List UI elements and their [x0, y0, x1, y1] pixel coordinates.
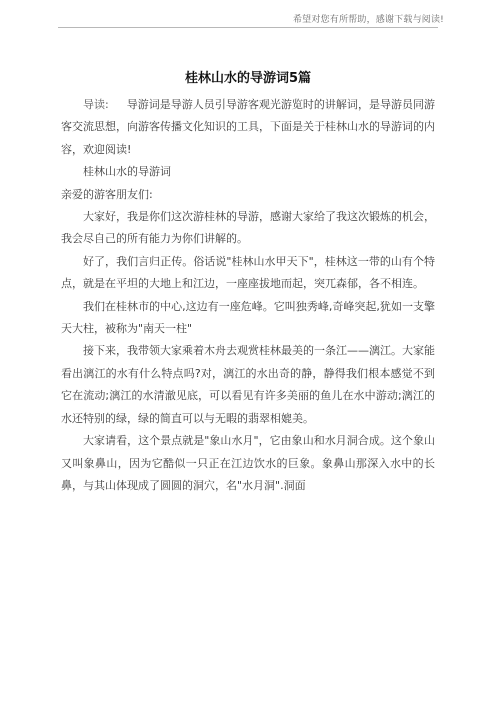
intro-label: 导读:	[83, 98, 109, 111]
body-paragraph: 好了，我们言归正传。俗话说"桂林山水甲天下"，桂林这一带的山有个特点，就是在平坦的大地上和江边，一座座拔地而起，突兀森郁，各不相连。	[61, 254, 435, 291]
header-note: 希望对您有所帮助，感谢下载与阅读!	[292, 15, 444, 25]
body-paragraph: 接下来，我带领大家乘着木舟去观赏桂林最美的一条江——漓江。大家能看出漓江的水有什么特点吗?对，漓江的水出奇的静，静得我们根本感觉不到它在流动;漓江的水清澈见底，可以看见有许多美丽的鱼儿在水中游动;漓江的水还特别的绿，绿的简直可以与无暇的翡翠相媲美。	[61, 344, 435, 425]
body-paragraph: 大家好，我是你们这次游桂林的导游，感谢大家给了我这次锻炼的机会，我会尽自己的所有能力为你们讲解的。	[61, 210, 435, 246]
intro-text: 导游词是导游人员引导游客观光游览时的讲解词，是导游员同游客交流思想，向游客传播文化知识的工具，下面是关于桂林山水的导游词的内容，欢迎阅读!	[61, 98, 435, 156]
intro-paragraph	[61, 94, 435, 161]
body-paragraph: 大家请看，这个景点就是"象山水月"，它由象山和水月洞合成。这个象山又叫象鼻山，因为它酷似一只正在江边饮水的巨象。象鼻山那深入水中的长鼻，与其山体现成了圆圆的洞穴，名"水月洞".洞面	[61, 434, 435, 492]
header-divider	[58, 27, 438, 28]
page-title: 桂林山水的导游词5篇	[184, 71, 312, 86]
greeting: 亲爱的游客朋友们:	[61, 187, 153, 201]
section-heading: 桂林山水的导游词	[83, 165, 171, 179]
document-body	[61, 94, 435, 497]
body-paragraph: 我们在桂林市的中心,这边有一座危峰。它叫独秀峰,奇峰突起,犹如一支擎天大柱，被称为"南天一柱"	[61, 299, 435, 336]
